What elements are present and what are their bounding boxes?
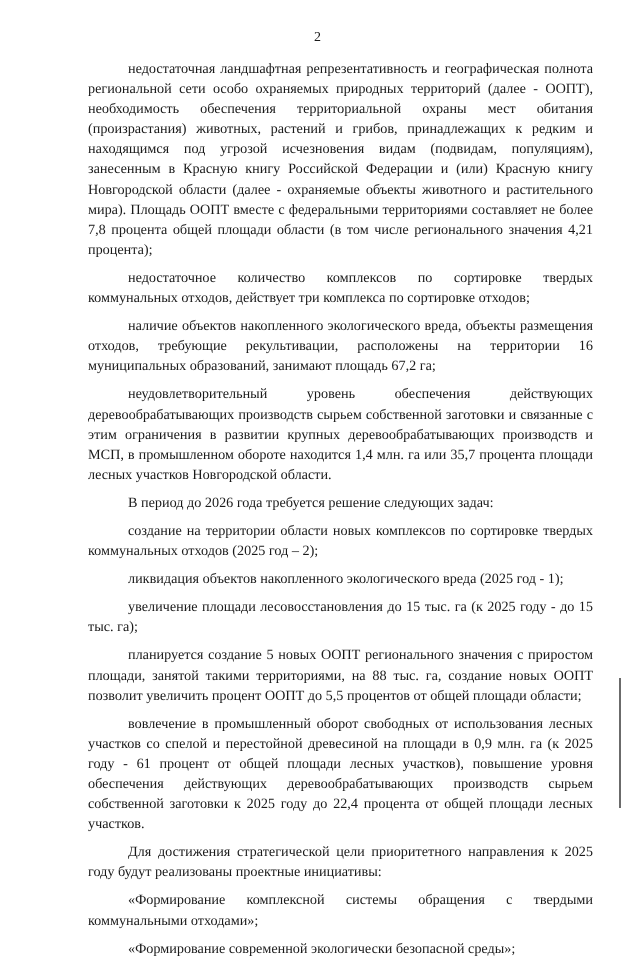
- scan-margin-line: [619, 678, 621, 808]
- paragraph-woodworking-supply: неудовлетворительный уровень обеспечения действующих деревообрабатывающих производств сырьем собственной заготовки и связанные с этим ограничения в развитии крупных деревообрабатывающих производств и МСП, в промышленном обороте находится 1,4 млн. га или 35,7 процента площади лесных участков Новгородской области.: [88, 386, 593, 483]
- paragraph-initiative-safe-environment: «Формирование современной экологически безопасной среды»;: [128, 940, 516, 957]
- page-number: 2: [314, 30, 321, 45]
- paragraph-waste-sorting-shortage: недостаточное количество комплексов по сортировке твердых коммунальных отходов, действует три комплекса по сортировке отходов;: [88, 269, 593, 307]
- paragraph-accumulated-harm: наличие объектов накопленного экологического вреда, объекты размещения отходов, требующие рекультивации, расположены на территории 16 муниципальных образований, занимают площадь 67,2 га;: [88, 318, 593, 375]
- document-body: [88, 59, 593, 959]
- paragraph-landscape-representativeness: недостаточная ландшафтная репрезентативность и географическая полнота региональной сети особо охраняемых природных территорий (далее - ООПТ), необходимость обеспечения территориальной охраны мест обитания (произрастания) животных, растений и грибов, принадлежащих к редким и находящимся под угрозой исчезновения видам (подвидам, популяциям), занесенным в Красную книгу Российской Федерации и (или) Красную книгу Новгородской области (далее - охраняемые объекты животного и растительного мира). Площадь ООПТ вместе с федеральными территориями составляет не более 7,8 процента общей площади области (в том числе регионального значения 4,21 процента);: [88, 61, 593, 258]
- paragraph-initiative-waste-system: «Формирование комплексной системы обращения с твердыми коммунальными отходами»;: [88, 892, 593, 929]
- paragraph-task-new-protected-areas: планируется создание 5 новых ООПТ регионального значения с приростом площади, занятой такими территориями, на 88 тыс. га, создание новых ООПТ позволит увеличить процент ООПТ до 5,5 процентов от общей площади области;: [88, 647, 593, 704]
- paragraph-task-harm-elimination: ликвидация объектов накопленного экологического вреда (2025 год - 1);: [128, 571, 564, 588]
- paragraph-task-reforestation: увеличение площади лесовосстановления до 15 тыс. га (к 2025 году - до 15 тыс. га);: [88, 599, 593, 636]
- paragraph-initiatives-intro: Для достижения стратегической цели приоритетного направления к 2025 году будут реализованы проектные инициативы:: [88, 844, 593, 881]
- paragraph-task-sorting-complexes: создание на территории области новых комплексов по сортировке твердых коммунальных отходов (2025 год – 2);: [88, 522, 593, 560]
- paragraph-tasks-intro: В период до 2026 года требуется решение следующих задач:: [128, 494, 494, 511]
- paragraph-task-forest-involvement: вовлечение в промышленный оборот свободных от использования лесных участков со спелой и перестойной древесиной на площади в 0,9 млн. га (к 2025 году - 61 процент от общей площади лесных участков), повышение уровня обеспечения действующих деревообрабатывающих производств сырьем собственной заготовки к 2025 году до 22,4 процента от общей площади лесных участков.: [88, 715, 593, 833]
